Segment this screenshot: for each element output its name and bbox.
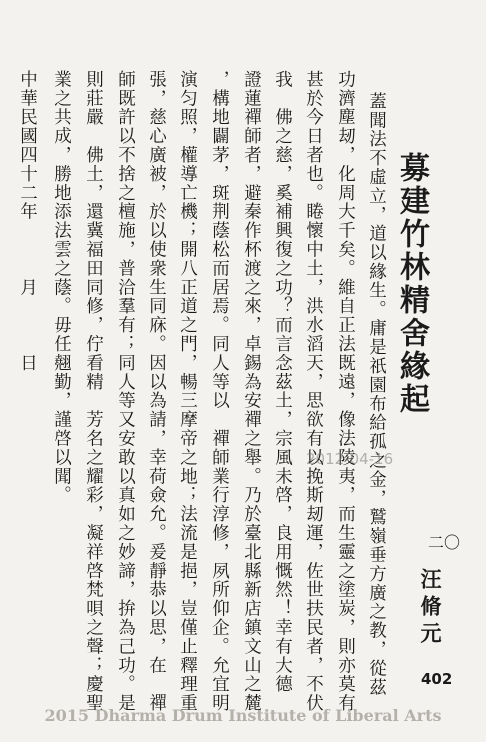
body-column: ，構地闢茅，斑荆蔭松而居焉。同人等以 禪師業行淳修，夙所仰企。允宜明	[209, 70, 230, 713]
page-number: 402	[421, 670, 453, 688]
body-column: 演匀照，權導亡機；開八正道之門，暢三摩帝之地；法流是挹，豈僅止釋理重	[177, 70, 198, 713]
body-column: 甚於今日者也。睠懷中土，洪水滔天，思欲有以挽斯刼運，佐世扶民者，不伏	[303, 70, 324, 713]
date-line: 中華民國四十二年 月 日	[17, 70, 38, 373]
author-name: 汪脩元	[418, 568, 443, 649]
body-column: 則莊嚴 佛土，還冀福田同修，佇看精 芳名之耀彩，凝祥啓梵唄之聲；慶聖	[83, 70, 104, 713]
document-title: 募建竹林精舍緣起	[394, 152, 429, 416]
body-column: 業之共成，勝地添法雲之蔭。毋任翹勤，謹啓以聞。	[51, 70, 72, 505]
body-column: 功濟塵刼，化周大千矣。維自正法既遠，像法陵夷，而生靈之塗炭，則亦莫有	[335, 70, 356, 713]
body-column: 證蓮禪師者，避秦作杯渡之來，卓錫為安禪之舉。乃於臺北縣新店鎮文山之麓	[241, 70, 262, 713]
footer-watermark: 2015 Dharma Drum Institute of Liberal Arts	[44, 706, 442, 725]
article-number: 二〇	[428, 533, 461, 552]
body-column: 蓋聞法不虛立，道以緣生。庸是祇園布給孤之金，鷲嶺垂方廣之教，從茲	[366, 92, 387, 697]
body-column: 張，慈心廣被，於以使衆生同庥。因以為請，幸荷僉允。爰靜恭以思，在 禪	[146, 70, 167, 713]
body-column: 我 佛之慈，奚補興復之功？而言念茲土，宗風未啓，良用慨然！幸有大德	[272, 70, 293, 694]
body-column: 師既許以不捨之檀施，普洽羣有；同人等又安敢以真如之妙諦，拚為己功。是	[115, 70, 136, 713]
watermark-date: 2012-04-16	[306, 450, 394, 468]
